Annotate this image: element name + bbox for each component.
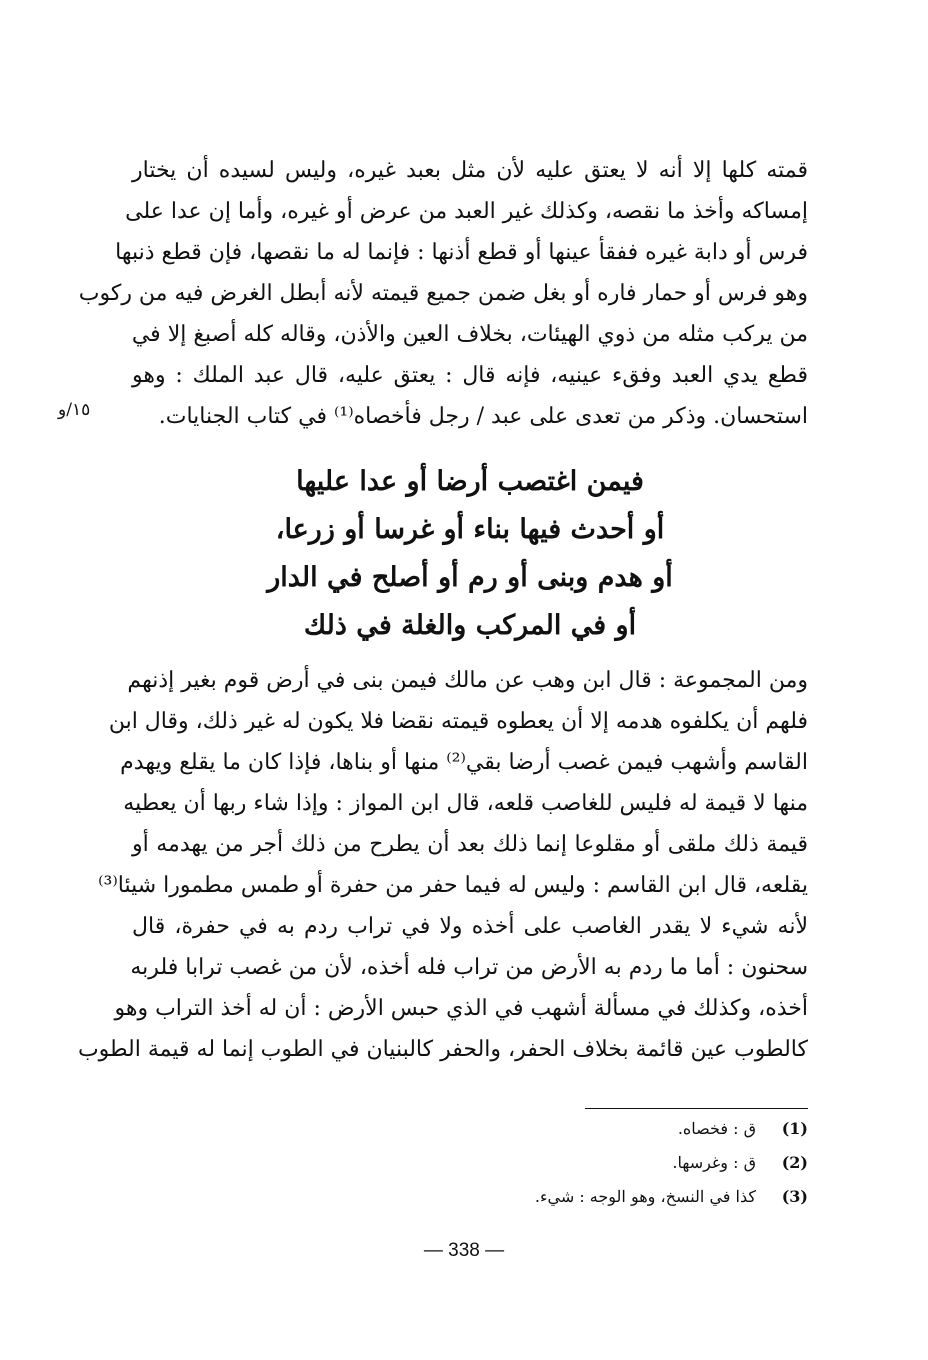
text-line: فلهم أن يكلفوه هدمه إلا أن يعطوه قيمته نقضا فلا يكون له غير ذلك، وقال ابن: [108, 709, 808, 734]
footnote-text: كذا في النسخ، وهو الوجه : شيء.: [534, 1187, 756, 1206]
text-line: يقلعه، قال ابن القاسم : وليس له فيما حفر من حفرة أو طمس مطمورا شيئا⁽³⁾: [98, 873, 808, 898]
heading-line: فيمن اغتصب أرضا أو عدا عليها: [296, 466, 644, 497]
text-line: قمته كلها إلا أنه لا يعتق عليه لأن مثل بعبد غيره، وليس لسيده أن يختار: [132, 158, 808, 183]
footnote-text: ق : وغرسها.: [672, 1153, 756, 1172]
text-line: القاسم وأشهب فيمن غصب أرضا بقي⁽²⁾ منها أو بناها، فإذا كان ما يقلع ويهدم: [120, 750, 808, 775]
paragraph-2: [77, 660, 808, 1070]
text-line: إمساكه وأخذ ما نقصه، وكذلك غير العبد من عرض أو غيره، وأما إن عدا على: [125, 199, 808, 224]
text-line: قيمة ذلك ملقى أو مقلوعا إنما ذلك بعد أن يطرح من ذلك أجر من يهدمه أو: [132, 832, 808, 857]
text-line: سحنون : أما ما ردم به الأرض من تراب فله أخذه، لأن من غصب ترابا فلربه: [130, 955, 808, 980]
page-number: — 338 —: [423, 1240, 505, 1261]
footnote-number: (3): [781, 1187, 808, 1206]
text-line: لأنه شيء لا يقدر الغاصب على أخذه ولا في تراب ردم به في حفرة، قال: [132, 914, 808, 939]
paragraph-1: [78, 150, 808, 437]
heading-line: أو في المركب والغلة في ذلك: [303, 610, 637, 641]
footnotes: [400, 1112, 808, 1214]
text-line: من يركب مثله من ذوي الهيئات، بخلاف العين والأذن، وقاله كله أصبغ إلا في: [131, 322, 808, 347]
section-heading: [200, 458, 740, 650]
text-line: فرس أو دابة غيره ففقأ عينها أو قطع أذنها : فإنما له ما نقصها، فإن قطع ذنبها: [115, 240, 808, 265]
text-line: قطع يدي العبد وفقء عينيه، فإنه قال : يعتق عليه، قال عبد الملك : وهو: [132, 363, 808, 388]
text-line: أخذه، وكذلك في مسألة أشهب في الذي حبس الأرض : أن له أخذ التراب وهو: [114, 996, 808, 1021]
text-line: كالطوب عين قائمة بخلاف الحفر، والحفر كالبنيان في الطوب إنما له قيمة الطوب: [77, 1037, 808, 1062]
heading-line: أو هدم وبنى أو رم أو أصلح في الدار: [267, 562, 673, 593]
text-line: منها لا قيمة له فليس للغاصب قلعه، قال ابن المواز : وإذا شاء ربها أن يعطيه: [123, 791, 808, 816]
text-line: ومن المجموعة : قال ابن وهب عن مالك فيمن بنى في أرض قوم بغير إذنهم: [127, 668, 808, 693]
heading-line: أو أحدث فيها بناء أو غرسا أو زرعا،: [275, 514, 665, 545]
text-line: وهو فرس أو حمار فاره أو بغل ضمن جميع قيمته لأنه أبطل الغرض فيه من ركوب: [78, 281, 808, 306]
margin-folio-note: ١٥/و: [58, 400, 91, 420]
text-line: استحسان. وذكر من تعدى على عبد / رجل فأخصاه⁽¹⁾ في كتاب الجنايات.: [158, 404, 808, 429]
footnote-number: (2): [781, 1153, 808, 1172]
footnote-item: [400, 1180, 808, 1214]
footnote-number: (1): [781, 1119, 808, 1138]
footnote-divider: [585, 1108, 808, 1109]
footnote-text: ق : فخصاه.: [677, 1119, 756, 1138]
footnote-item: [400, 1112, 808, 1146]
footnote-item: [400, 1146, 808, 1180]
